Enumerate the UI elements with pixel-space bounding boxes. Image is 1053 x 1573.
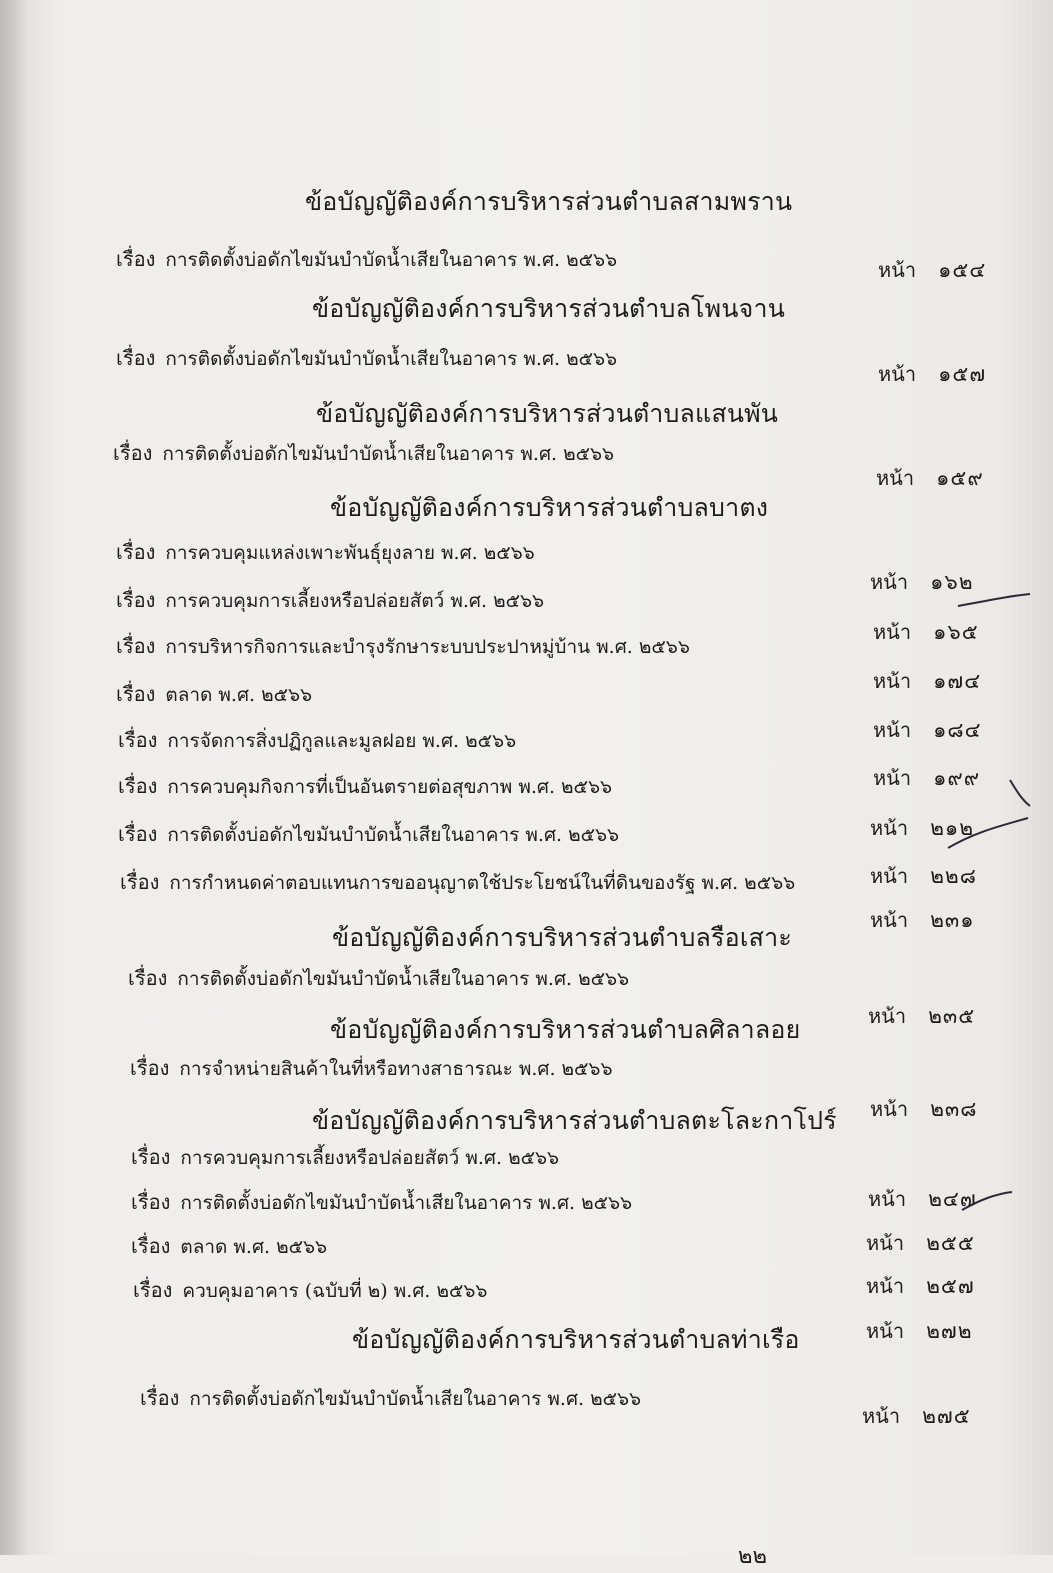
page-number: ๑๖๕ (933, 620, 979, 644)
entry-title: ควบคุมอาคาร (ฉบับที่ ๒) พ.ศ. ๒๕๖๖ (182, 1280, 488, 1302)
page-word: หน้า (866, 1319, 905, 1343)
page-word: หน้า (870, 908, 909, 932)
entry-title: ตลาด พ.ศ. ๒๕๖๖ (165, 684, 313, 706)
page-number: ๑๕๔ (938, 258, 987, 282)
section-heading: ข้อบัญญัติองค์การบริหารส่วนตำบลบาตง (330, 493, 769, 522)
page-number: ๒๗๒ (926, 1319, 973, 1343)
entry-label: เรื่อง (116, 634, 156, 658)
toc-entry (131, 1141, 559, 1173)
page-number: ๒๕๕ (926, 1231, 975, 1255)
entry-label: เรื่อง (128, 966, 168, 990)
toc-entry (131, 1230, 327, 1262)
page-word: หน้า (870, 1097, 909, 1121)
toc-entry (116, 536, 535, 568)
section-heading: ข้อบัญญัติองค์การบริหารส่วนตำบลศิลาลอย (330, 1015, 801, 1044)
entry-page (873, 714, 982, 747)
entry-page (868, 1000, 975, 1033)
section-heading: ข้อบัญญัติองค์การบริหารส่วนตำบลโพนจาน (312, 294, 786, 323)
toc-entry (118, 818, 619, 850)
entry-page (868, 1183, 977, 1216)
section-heading: ข้อบัญญัติองค์การบริหารส่วนตำบลตะโละกาโปร์ (312, 1106, 837, 1135)
page-word: หน้า (873, 669, 912, 693)
entry-label: เรื่อง (130, 1056, 170, 1080)
toc-entry (118, 724, 516, 756)
entry-page (870, 904, 975, 937)
page-word: หน้า (862, 1404, 901, 1428)
page-word: หน้า (873, 718, 912, 742)
entry-title: การติดตั้งบ่อดักไขมันบำบัดน้ำเสียในอาคาร พ.ศ. ๒๕๖๖ (162, 443, 615, 465)
entry-label: เรื่อง (116, 588, 156, 612)
page-fold-shadow (0, 0, 28, 1555)
footer-page-number: ๒๒ (738, 1544, 768, 1569)
section-heading: ข้อบัญญัติองค์การบริหารส่วนตำบลสามพราน (305, 187, 793, 216)
entry-title: การติดตั้งบ่อดักไขมันบำบัดน้ำเสียในอาคาร พ.ศ. ๒๕๖๖ (165, 249, 618, 271)
entry-label: เรื่อง (116, 247, 156, 271)
page-word: หน้า (870, 570, 909, 594)
toc-entry (116, 678, 312, 710)
entry-title: การจัดการสิ่งปฏิกูลและมูลฝอย พ.ศ. ๒๕๖๖ (167, 730, 517, 752)
pen-stroke (1010, 780, 1030, 806)
entry-page (878, 358, 986, 391)
entry-title: การติดตั้งบ่อดักไขมันบำบัดน้ำเสียในอาคาร พ.ศ. ๒๕๖๖ (165, 348, 618, 370)
entry-title: การควบคุมแหล่งเพาะพันธุ์ยุงลาย พ.ศ. ๒๕๖๖ (165, 542, 535, 564)
entry-title: การติดตั้งบ่อดักไขมันบำบัดน้ำเสียในอาคาร พ.ศ. ๒๕๖๖ (180, 1192, 633, 1214)
section-heading: ข้อบัญญัติองค์การบริหารส่วนตำบลแสนพัน (316, 399, 779, 428)
entry-page (878, 254, 986, 287)
entry-page (876, 462, 984, 495)
entry-label: เรื่อง (113, 441, 153, 465)
entry-label: เรื่อง (133, 1278, 173, 1302)
toc-entry (113, 437, 614, 469)
page-number: ๑๖๒ (930, 570, 974, 594)
entry-page (866, 1227, 975, 1260)
page-word: หน้า (868, 1004, 907, 1028)
page-word: หน้า (878, 258, 917, 282)
entry-title: การบริหารกิจการและบำรุงรักษาระบบประปาหมู่บ้าน พ.ศ. ๒๕๖๖ (165, 636, 690, 658)
page-number: ๑๘๔ (933, 718, 982, 742)
toc-entry (116, 243, 617, 275)
entry-page (870, 1093, 978, 1126)
page-number: ๒๑๒ (930, 816, 975, 840)
entry-title: การควบคุมกิจการที่เป็นอันตรายต่อสุขภาพ พ.ศ. ๒๕๖๖ (167, 776, 613, 798)
page-number: ๑๕๙ (936, 466, 984, 490)
entry-label: เรื่อง (140, 1386, 180, 1410)
entry-page (870, 860, 977, 893)
entry-label: เรื่อง (116, 682, 156, 706)
entry-page (873, 616, 979, 649)
page-word: หน้า (870, 816, 909, 840)
entry-title: การติดตั้งบ่อดักไขมันบำบัดน้ำเสียในอาคาร พ.ศ. ๒๕๖๖ (167, 824, 620, 846)
page-word: หน้า (868, 1187, 907, 1211)
entry-page (873, 665, 981, 698)
entry-page (870, 566, 974, 599)
entry-title: การจำหน่ายสินค้าในที่หรือทางสาธารณะ พ.ศ. ๒๕๖๖ (179, 1058, 613, 1080)
page-number: ๒๔๗ (928, 1187, 977, 1211)
page-number: ๒๒๘ (930, 864, 977, 888)
toc-entry (131, 1186, 632, 1218)
entry-title: การควบคุมการเลี้ยงหรือปล่อยสัตว์ พ.ศ. ๒๕๖๖ (180, 1147, 560, 1169)
page-word: หน้า (866, 1274, 905, 1298)
page-number: ๒๓๘ (930, 1097, 978, 1121)
entry-label: เรื่อง (120, 870, 160, 894)
entry-page (873, 762, 980, 795)
toc-entry (120, 866, 795, 898)
section-heading: ข้อบัญญัติองค์การบริหารส่วนตำบลท่าเรือ (352, 1325, 800, 1354)
toc-entry (133, 1274, 487, 1306)
entry-title: ตลาด พ.ศ. ๒๕๖๖ (180, 1236, 328, 1258)
toc-entry (128, 962, 629, 994)
toc-entry (116, 584, 544, 616)
entry-title: การติดตั้งบ่อดักไขมันบำบัดน้ำเสียในอาคาร พ.ศ. ๒๕๖๖ (189, 1388, 642, 1410)
page-word: หน้า (866, 1231, 905, 1255)
toc-entry (140, 1382, 641, 1414)
entry-page (870, 812, 974, 845)
page-number: ๑๙๙ (933, 766, 981, 790)
page-number: ๒๕๗ (926, 1274, 975, 1298)
entry-label: เรื่อง (118, 728, 158, 752)
page-word: หน้า (876, 466, 915, 490)
page-word: หน้า (873, 620, 912, 644)
entry-label: เรื่อง (118, 822, 158, 846)
page-number: ๒๓๕ (928, 1004, 976, 1028)
page-number: ๑๗๔ (933, 669, 982, 693)
toc-entry (116, 342, 617, 374)
page-word: หน้า (878, 362, 917, 386)
entry-page (862, 1400, 971, 1433)
page-number: ๑๕๗ (938, 362, 987, 386)
entry-title: การควบคุมการเลี้ยงหรือปล่อยสัตว์ พ.ศ. ๒๕๖๖ (165, 590, 545, 612)
entry-page (866, 1315, 973, 1348)
entry-label: เรื่อง (131, 1234, 171, 1258)
toc-entry (118, 770, 612, 802)
entry-label: เรื่อง (118, 774, 158, 798)
toc-entry (116, 630, 690, 662)
entry-page (866, 1270, 975, 1303)
toc-entry (130, 1052, 613, 1084)
entry-label: เรื่อง (131, 1190, 171, 1214)
page-number: ๒๗๕ (922, 1404, 971, 1428)
page-number: ๒๓๑ (930, 908, 975, 932)
entry-title: การติดตั้งบ่อดักไขมันบำบัดน้ำเสียในอาคาร พ.ศ. ๒๕๖๖ (177, 968, 630, 990)
entry-label: เรื่อง (116, 346, 156, 370)
entry-title: การกำหนดค่าตอบแทนการขออนุญาตใช้ประโยชน์ในที่ดินของรัฐ พ.ศ. ๒๕๖๖ (169, 872, 796, 894)
page-word: หน้า (873, 766, 912, 790)
section-heading: ข้อบัญญัติองค์การบริหารส่วนตำบลรือเสาะ (332, 923, 792, 952)
page-word: หน้า (870, 864, 909, 888)
entry-label: เรื่อง (116, 540, 156, 564)
entry-label: เรื่อง (131, 1145, 171, 1169)
